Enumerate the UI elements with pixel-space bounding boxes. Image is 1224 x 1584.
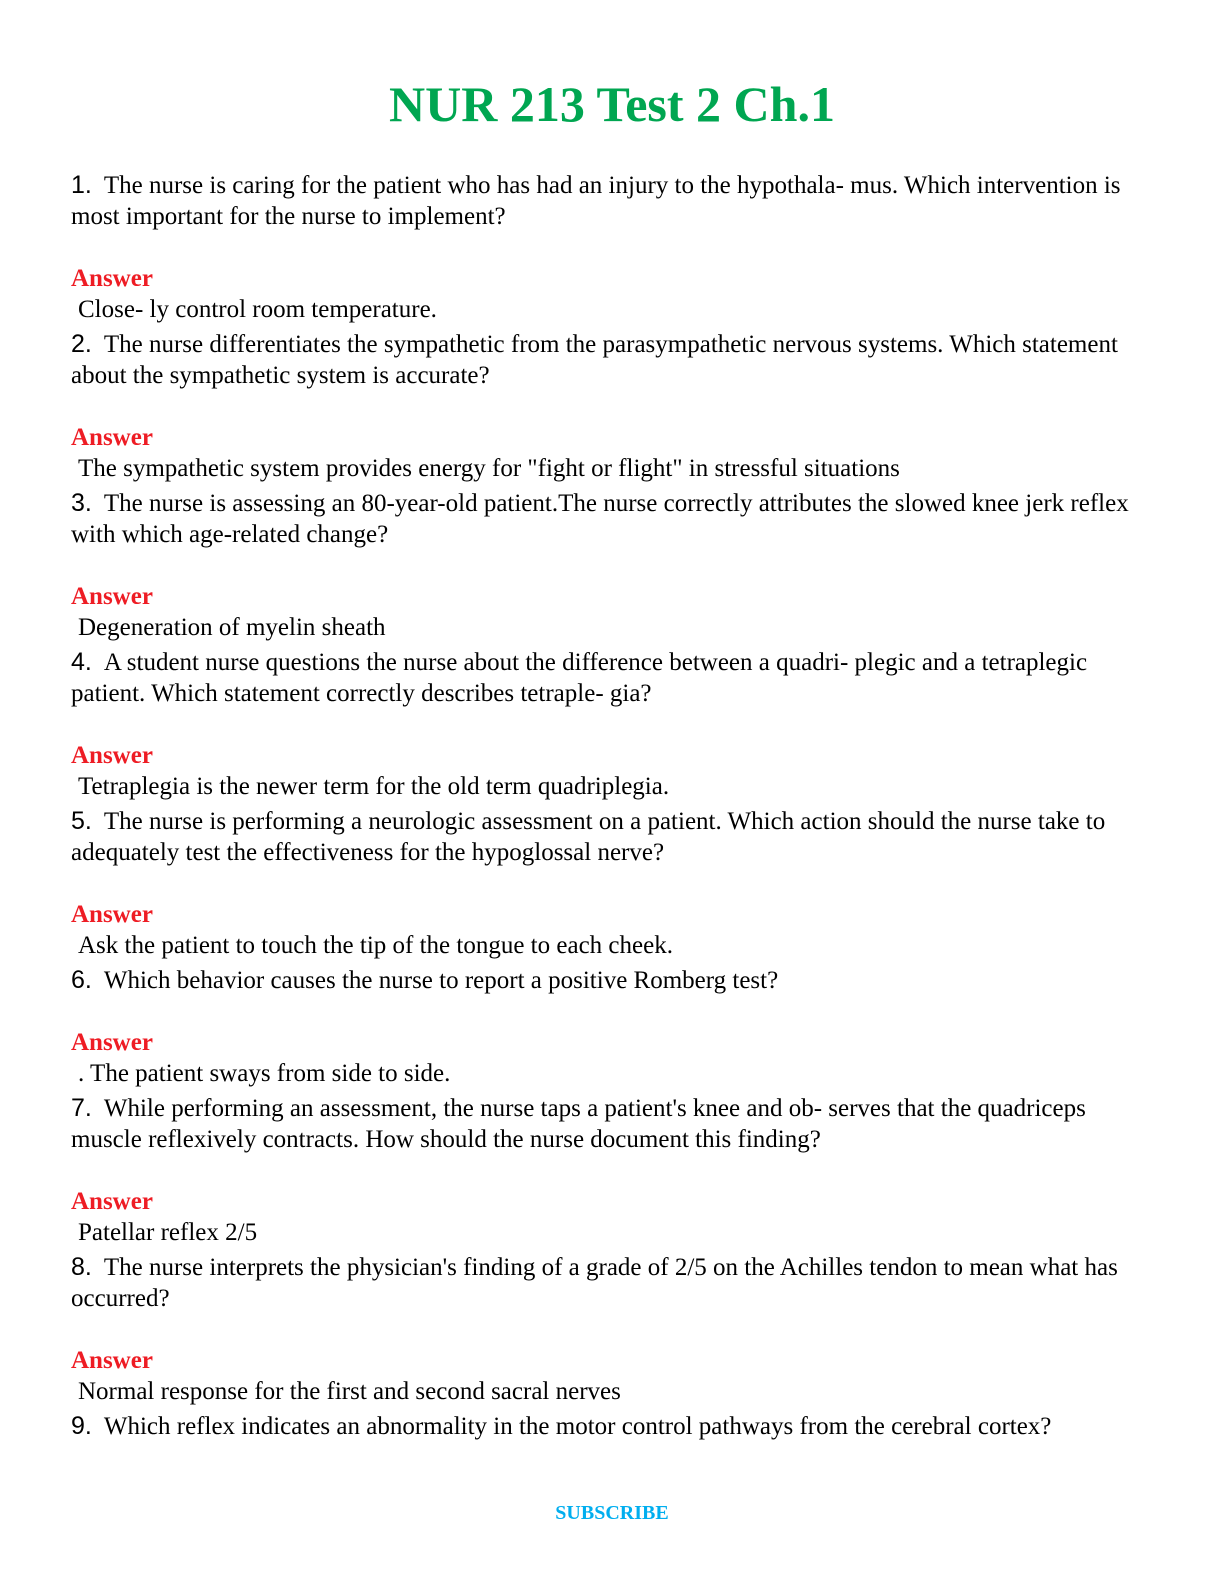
qa-item-2 xyxy=(71,329,1161,484)
question xyxy=(71,1093,1161,1155)
question-number: 2. xyxy=(71,330,92,358)
question xyxy=(71,170,1161,232)
question-text: The nurse is performing a neurologic assessment on a patient. Which action should the nurse take to adequately test the effectiveness for the hypoglossal nerve? xyxy=(71,808,1106,866)
qa-item-1 xyxy=(71,170,1161,325)
answer-label: Answer xyxy=(71,583,153,610)
answer-text: Normal response for the first and second sacral nerves xyxy=(78,1378,621,1405)
question xyxy=(71,647,1161,709)
subscribe-link[interactable]: SUBSCRIBE xyxy=(555,1502,669,1524)
question-list xyxy=(71,170,1161,1442)
qa-item-3 xyxy=(71,488,1161,643)
question xyxy=(71,1252,1161,1314)
question-text: The nurse is caring for the patient who has had an injury to the hypothala- mus. Which intervention is most important for the nurse to implement? xyxy=(71,172,1121,230)
qa-item-7 xyxy=(71,1093,1161,1248)
question xyxy=(71,488,1161,550)
question-number: 1. xyxy=(71,171,92,199)
answer-label: Answer xyxy=(71,1188,153,1215)
question-number: 9. xyxy=(71,1412,92,1440)
answer-label: Answer xyxy=(71,424,153,451)
question-number: 6. xyxy=(71,966,92,994)
question xyxy=(71,965,1161,996)
question-text: A student nurse questions the nurse about the difference between a quadri- plegic and a tetraplegic patient. Which statement correctly describes tetraple- gia? xyxy=(71,649,1088,707)
question-text: Which reflex indicates an abnormality in the motor control pathways from the cerebral cortex? xyxy=(103,1413,1052,1440)
question-text: The nurse interprets the physician's finding of a grade of 2/5 on the Achilles tendon to mean what has occurred? xyxy=(71,1254,1118,1312)
question-text: The nurse differentiates the sympathetic from the parasympathetic nervous systems. Which statement about the sympathetic system is accurate? xyxy=(71,331,1118,389)
question xyxy=(71,1411,1161,1442)
qa-item-4 xyxy=(71,647,1161,802)
qa-item-9 xyxy=(71,1411,1161,1442)
answer-label: Answer xyxy=(71,901,153,928)
qa-item-8 xyxy=(71,1252,1161,1407)
answer-text: Close- ly control room temperature. xyxy=(78,296,437,323)
page-title: NUR 213 Test 2 Ch.1 xyxy=(389,76,835,132)
question-text: The nurse is assessing an 80-year-old patient.The nurse correctly attributes the slowed knee jerk reflex with which age-related change? xyxy=(71,490,1129,548)
answer-text: Ask the patient to touch the tip of the tongue to each cheek. xyxy=(78,932,673,959)
question-number: 4. xyxy=(71,648,92,676)
answer-label: Answer xyxy=(71,265,153,292)
question-text: While performing an assessment, the nurse taps a patient's knee and ob- serves that the quadriceps muscle reflexively contracts. How should the nurse document this finding? xyxy=(71,1095,1086,1153)
question xyxy=(71,806,1161,868)
answer-text: Patellar reflex 2/5 xyxy=(78,1219,258,1246)
qa-item-6 xyxy=(71,965,1161,1089)
answer-label: Answer xyxy=(71,1347,153,1374)
question xyxy=(71,329,1161,391)
question-text: Which behavior causes the nurse to report a positive Romberg test? xyxy=(103,967,779,994)
question-number: 5. xyxy=(71,807,92,835)
answer-text: The sympathetic system provides energy for "fight or flight" in stressful situations xyxy=(78,455,900,482)
question-number: 3. xyxy=(71,489,92,517)
answer-label: Answer xyxy=(71,1029,153,1056)
answer-label: Answer xyxy=(71,742,153,769)
qa-item-5 xyxy=(71,806,1161,961)
question-number: 7. xyxy=(71,1094,92,1122)
answer-text: Tetraplegia is the newer term for the old term quadriplegia. xyxy=(78,773,670,800)
answer-text: Degeneration of myelin sheath xyxy=(78,614,386,641)
answer-text: . The patient sways from side to side. xyxy=(78,1060,451,1087)
question-number: 8. xyxy=(71,1253,92,1281)
